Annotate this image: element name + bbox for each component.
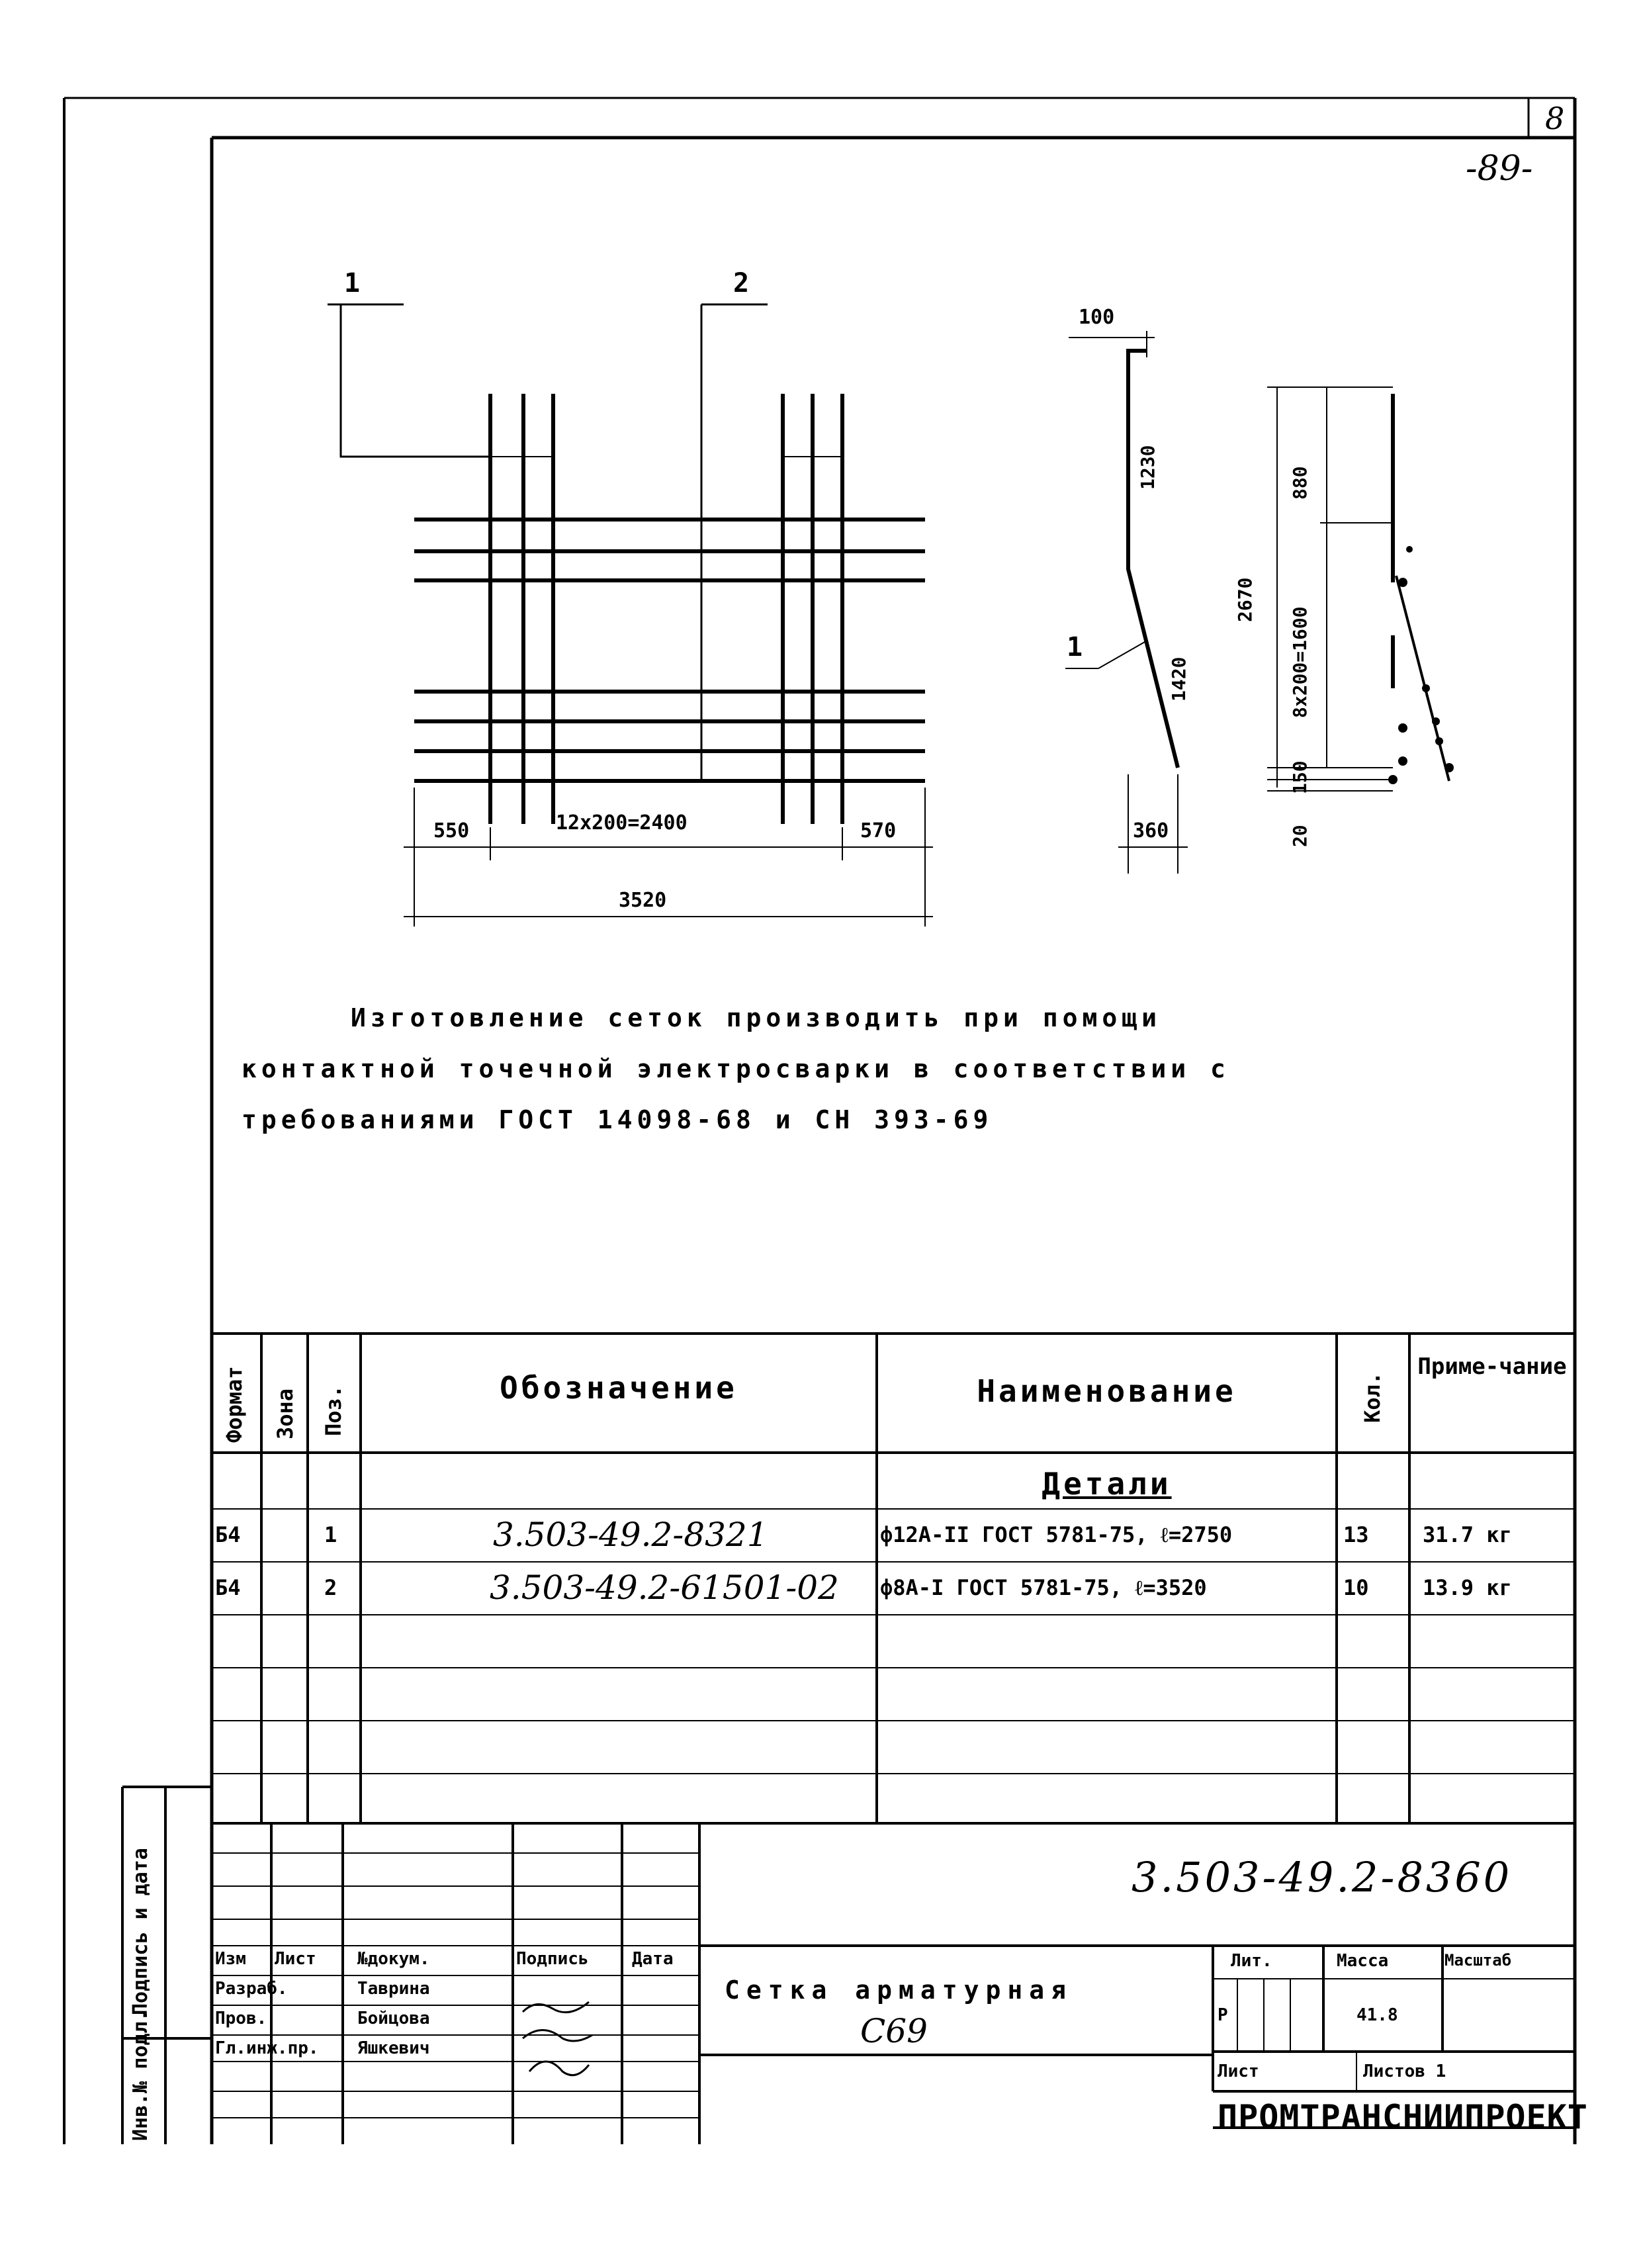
role-developer: Разраб. <box>215 1979 288 1999</box>
dim-profile-upper: 1230 <box>1137 445 1159 490</box>
label-lit: Лит. <box>1231 1951 1272 1971</box>
side-stamp-inventory: Инв.№ подл. <box>129 2009 152 2141</box>
mass-value: 41.8 <box>1356 2005 1398 2025</box>
label-list: Лист <box>275 1949 316 1969</box>
header-designation: Обозначение <box>500 1370 738 1406</box>
role-chief-engineer: Гл.инж.пр. <box>215 2038 319 2058</box>
note-line-3: требованиями ГОСТ 14098-68 и СН 393-69 <box>242 1105 993 1134</box>
label-mass: Масса <box>1337 1951 1389 1971</box>
label-date: Дата <box>632 1949 674 1969</box>
row1-qty: 13 <box>1343 1522 1369 1547</box>
header-note: Приме-чание <box>1417 1353 1567 1380</box>
mesh-plan <box>490 394 842 824</box>
label-sheets: Листов 1 <box>1363 2062 1446 2081</box>
row1-designation: 3.503-49.2-8321 <box>493 1516 768 1554</box>
name-developer: Таврина <box>357 1979 430 1999</box>
header-qty: Кол. <box>1360 1371 1385 1423</box>
section-title-details: Детали <box>1042 1466 1172 1502</box>
dim-section-spacing: 8x200=1600 <box>1289 606 1311 718</box>
row1-note: 31.7 кг <box>1423 1522 1512 1547</box>
name-chief-engineer: Яшкевич <box>357 2038 430 2058</box>
note-line-2: контактной точечной электросварки в соответствии с <box>242 1054 1230 1083</box>
label-ndoc: №докум. <box>357 1949 430 1969</box>
position-label-1: 1 <box>344 268 361 298</box>
dim-profile-sloped: 1420 <box>1168 657 1190 702</box>
header-format: Формат <box>222 1366 247 1443</box>
dim-section-total: 2670 <box>1234 577 1256 622</box>
row2-note: 13.9 кг <box>1423 1575 1512 1600</box>
label-sign: Подпись <box>516 1949 589 1969</box>
dim-spacing: 12x200=2400 <box>556 811 688 835</box>
label-izm: Изм <box>215 1949 246 1969</box>
profile-position-label: 1 <box>1067 632 1083 662</box>
label-sheet: Лист <box>1218 2062 1259 2081</box>
section-view <box>1267 387 1393 791</box>
dim-profile-bottom: 360 <box>1133 819 1169 842</box>
dim-section-top: 880 <box>1289 466 1311 500</box>
position-label-2: 2 <box>733 268 750 298</box>
sheet-number: 8 <box>1545 101 1565 136</box>
dim-right-edge: 570 <box>860 819 897 842</box>
name-checker: Бойцова <box>357 2009 430 2028</box>
page-number: -89- <box>1466 149 1533 189</box>
dim-left-edge: 550 <box>433 819 470 842</box>
document-title: Сетка арматурная <box>725 1975 1073 2005</box>
dim-profile-top: 100 <box>1079 306 1115 329</box>
row2-designation: 3.503-49.2-61501-02 <box>490 1568 839 1607</box>
row2-qty: 10 <box>1343 1575 1369 1600</box>
header-pos: Поз. <box>321 1384 346 1436</box>
row1-pos: 1 <box>324 1522 337 1547</box>
dim-section-cover: 20 <box>1289 825 1311 847</box>
role-checker: Пров. <box>215 2009 267 2028</box>
note-line-1: Изготовление сеток производить при помощи <box>351 1003 1161 1032</box>
profile-view <box>1128 351 1178 768</box>
side-stamp-sign-date: Подпись и дата <box>129 1848 152 2015</box>
lit-value: Р <box>1218 2005 1228 2025</box>
organization-name: ПРОМТРАНСНИИПРОЕКТ <box>1218 2098 1588 2136</box>
dim-total-length: 3520 <box>619 889 667 912</box>
row1-name: ф12А-II ГОСТ 5781-75, ℓ=2750 <box>880 1522 1233 1547</box>
document-code: 3.503-49.2-8360 <box>1132 1853 1513 1901</box>
row2-name: ф8А-I ГОСТ 5781-75, ℓ=3520 <box>880 1575 1207 1600</box>
row2-pos: 2 <box>324 1575 337 1600</box>
row2-format: Б4 <box>215 1575 241 1600</box>
row1-format: Б4 <box>215 1522 241 1547</box>
label-scale: Масштаб <box>1444 1951 1512 1970</box>
document-subtitle: С69 <box>860 2012 928 2050</box>
dim-section-bottom: 150 <box>1289 760 1311 794</box>
header-zone: Зона <box>273 1388 298 1439</box>
header-name: Наименование <box>977 1373 1237 1409</box>
